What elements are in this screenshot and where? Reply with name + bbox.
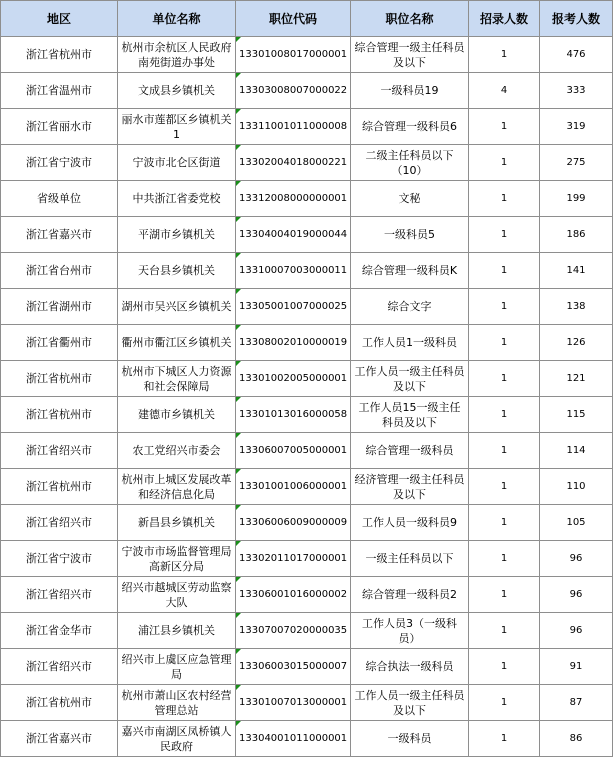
cell-region: 浙江省杭州市 <box>1 685 118 721</box>
cell-position-code: 13304004019000044 <box>236 217 351 253</box>
cell-position-name: 综合执法一级科员 <box>351 649 469 685</box>
cell-applicant-count: 110 <box>540 469 613 505</box>
table-row <box>1 685 613 721</box>
cell-hire-count: 1 <box>469 469 540 505</box>
cell-hire-count: 1 <box>469 721 540 757</box>
cell-position-code: 13307007020000035 <box>236 613 351 649</box>
cell-position-name: 工作人员一级科员9 <box>351 505 469 541</box>
header-region: 地区 <box>1 1 118 37</box>
cell-position-code: 13304001011000001 <box>236 721 351 757</box>
cell-region: 浙江省嘉兴市 <box>1 721 118 757</box>
cell-hire-count: 1 <box>469 361 540 397</box>
cell-region: 浙江省宁波市 <box>1 541 118 577</box>
cell-hire-count: 1 <box>469 145 540 181</box>
cell-region: 浙江省杭州市 <box>1 361 118 397</box>
cell-hire-count: 1 <box>469 541 540 577</box>
cell-unit-name: 宁波市北仑区街道 <box>118 145 236 181</box>
header-applicant-count: 报考人数 <box>540 1 613 37</box>
table-row <box>1 505 613 541</box>
cell-hire-count: 1 <box>469 613 540 649</box>
table-row <box>1 541 613 577</box>
cell-region: 浙江省杭州市 <box>1 37 118 73</box>
cell-position-name: 文秘 <box>351 181 469 217</box>
cell-region: 浙江省杭州市 <box>1 397 118 433</box>
header-unit-name: 单位名称 <box>118 1 236 37</box>
cell-position-code: 13302004018000221 <box>236 145 351 181</box>
cell-position-name: 综合管理一级科员6 <box>351 109 469 145</box>
table-row <box>1 649 613 685</box>
cell-position-code: 13305001007000025 <box>236 289 351 325</box>
cell-applicant-count: 199 <box>540 181 613 217</box>
cell-position-name: 综合管理一级科员 <box>351 433 469 469</box>
table-row <box>1 325 613 361</box>
cell-unit-name: 杭州市余杭区人民政府南苑街道办事处 <box>118 37 236 73</box>
cell-applicant-count: 186 <box>540 217 613 253</box>
cell-hire-count: 1 <box>469 217 540 253</box>
cell-applicant-count: 86 <box>540 721 613 757</box>
cell-unit-name: 中共浙江省委党校 <box>118 181 236 217</box>
cell-applicant-count: 476 <box>540 37 613 73</box>
cell-position-name: 综合管理一级科员K <box>351 253 469 289</box>
cell-applicant-count: 105 <box>540 505 613 541</box>
cell-hire-count: 1 <box>469 577 540 613</box>
cell-applicant-count: 121 <box>540 361 613 397</box>
cell-position-name: 综合管理一级科员2 <box>351 577 469 613</box>
cell-hire-count: 1 <box>469 685 540 721</box>
table-row <box>1 253 613 289</box>
table-row <box>1 289 613 325</box>
cell-hire-count: 1 <box>469 505 540 541</box>
table-row <box>1 217 613 253</box>
cell-position-name: 二级主任科员以下（10） <box>351 145 469 181</box>
cell-position-code: 13311001011000008 <box>236 109 351 145</box>
cell-hire-count: 1 <box>469 253 540 289</box>
cell-hire-count: 1 <box>469 397 540 433</box>
cell-position-name: 工作人员1一级科员 <box>351 325 469 361</box>
cell-applicant-count: 319 <box>540 109 613 145</box>
cell-unit-name: 文成县乡镇机关 <box>118 73 236 109</box>
cell-hire-count: 1 <box>469 649 540 685</box>
cell-applicant-count: 91 <box>540 649 613 685</box>
cell-position-code: 13306003015000007 <box>236 649 351 685</box>
cell-region: 浙江省绍兴市 <box>1 649 118 685</box>
cell-region: 浙江省绍兴市 <box>1 577 118 613</box>
cell-position-name: 一级科员 <box>351 721 469 757</box>
table-row <box>1 397 613 433</box>
cell-unit-name: 湖州市吴兴区乡镇机关 <box>118 289 236 325</box>
table-row <box>1 469 613 505</box>
table-row <box>1 613 613 649</box>
cell-position-code: 13306001016000002 <box>236 577 351 613</box>
header-hire-count: 招录人数 <box>469 1 540 37</box>
cell-unit-name: 杭州市上城区发展改革和经济信息化局 <box>118 469 236 505</box>
cell-region: 浙江省宁波市 <box>1 145 118 181</box>
cell-position-code: 13306007005000001 <box>236 433 351 469</box>
cell-hire-count: 1 <box>469 109 540 145</box>
cell-unit-name: 衢州市衢江区乡镇机关 <box>118 325 236 361</box>
cell-position-code: 13308002010000019 <box>236 325 351 361</box>
table-row <box>1 181 613 217</box>
cell-region: 浙江省台州市 <box>1 253 118 289</box>
cell-region: 浙江省温州市 <box>1 73 118 109</box>
cell-region: 浙江省衢州市 <box>1 325 118 361</box>
cell-position-name: 工作人员15一级主任科员及以下 <box>351 397 469 433</box>
cell-applicant-count: 126 <box>540 325 613 361</box>
header-position-code: 职位代码 <box>236 1 351 37</box>
cell-position-code: 13306006009000009 <box>236 505 351 541</box>
cell-region: 浙江省杭州市 <box>1 469 118 505</box>
cell-position-name: 综合管理一级主任科员及以下 <box>351 37 469 73</box>
table-row <box>1 577 613 613</box>
cell-applicant-count: 333 <box>540 73 613 109</box>
cell-position-code: 13301013016000058 <box>236 397 351 433</box>
cell-hire-count: 1 <box>469 289 540 325</box>
cell-unit-name: 浦江县乡镇机关 <box>118 613 236 649</box>
cell-position-name: 经济管理一级主任科员及以下 <box>351 469 469 505</box>
cell-unit-name: 宁波市市场监督管理局高新区分局 <box>118 541 236 577</box>
cell-region: 省级单位 <box>1 181 118 217</box>
cell-unit-name: 农工党绍兴市委会 <box>118 433 236 469</box>
cell-applicant-count: 141 <box>540 253 613 289</box>
cell-position-code: 13312008000000001 <box>236 181 351 217</box>
table-row <box>1 73 613 109</box>
cell-position-code: 13301002005000001 <box>236 361 351 397</box>
cell-applicant-count: 114 <box>540 433 613 469</box>
cell-unit-name: 天台县乡镇机关 <box>118 253 236 289</box>
cell-position-name: 一级科员19 <box>351 73 469 109</box>
table-row <box>1 433 613 469</box>
table-row <box>1 721 613 757</box>
cell-unit-name: 嘉兴市南湖区凤桥镇人民政府 <box>118 721 236 757</box>
cell-position-name: 工作人员3（一级科员） <box>351 613 469 649</box>
table-row <box>1 37 613 73</box>
cell-hire-count: 1 <box>469 181 540 217</box>
cell-applicant-count: 96 <box>540 541 613 577</box>
cell-unit-name: 新昌县乡镇机关 <box>118 505 236 541</box>
cell-hire-count: 4 <box>469 73 540 109</box>
cell-unit-name: 绍兴市越城区劳动监察大队 <box>118 577 236 613</box>
cell-position-name: 一级科员5 <box>351 217 469 253</box>
cell-region: 浙江省湖州市 <box>1 289 118 325</box>
cell-position-code: 13301007013000001 <box>236 685 351 721</box>
cell-position-name: 综合文字 <box>351 289 469 325</box>
table-row <box>1 361 613 397</box>
cell-unit-name: 杭州市萧山区农村经营管理总站 <box>118 685 236 721</box>
cell-applicant-count: 275 <box>540 145 613 181</box>
cell-region: 浙江省绍兴市 <box>1 433 118 469</box>
cell-position-code: 13301001006000001 <box>236 469 351 505</box>
cell-region: 浙江省嘉兴市 <box>1 217 118 253</box>
cell-unit-name: 平湖市乡镇机关 <box>118 217 236 253</box>
cell-position-code: 13310007003000011 <box>236 253 351 289</box>
cell-region: 浙江省丽水市 <box>1 109 118 145</box>
cell-unit-name: 杭州市下城区人力资源和社会保障局 <box>118 361 236 397</box>
table-row <box>1 145 613 181</box>
cell-applicant-count: 138 <box>540 289 613 325</box>
cell-position-name: 一级主任科员以下 <box>351 541 469 577</box>
cell-position-name: 工作人员一级主任科员及以下 <box>351 361 469 397</box>
cell-applicant-count: 87 <box>540 685 613 721</box>
cell-region: 浙江省绍兴市 <box>1 505 118 541</box>
header-position-name: 职位名称 <box>351 1 469 37</box>
cell-position-name: 工作人员一级主任科员及以下 <box>351 685 469 721</box>
cell-unit-name: 建德市乡镇机关 <box>118 397 236 433</box>
cell-hire-count: 1 <box>469 325 540 361</box>
cell-region: 浙江省金华市 <box>1 613 118 649</box>
cell-applicant-count: 96 <box>540 577 613 613</box>
cell-applicant-count: 96 <box>540 613 613 649</box>
cell-hire-count: 1 <box>469 433 540 469</box>
cell-applicant-count: 115 <box>540 397 613 433</box>
cell-position-code: 13303008007000022 <box>236 73 351 109</box>
table-header-row <box>1 1 613 37</box>
cell-position-code: 13301008017000001 <box>236 37 351 73</box>
cell-unit-name: 绍兴市上虞区应急管理局 <box>118 649 236 685</box>
table-row <box>1 109 613 145</box>
cell-hire-count: 1 <box>469 37 540 73</box>
cell-unit-name: 丽水市莲都区乡镇机关1 <box>118 109 236 145</box>
cell-position-code: 13302011017000001 <box>236 541 351 577</box>
